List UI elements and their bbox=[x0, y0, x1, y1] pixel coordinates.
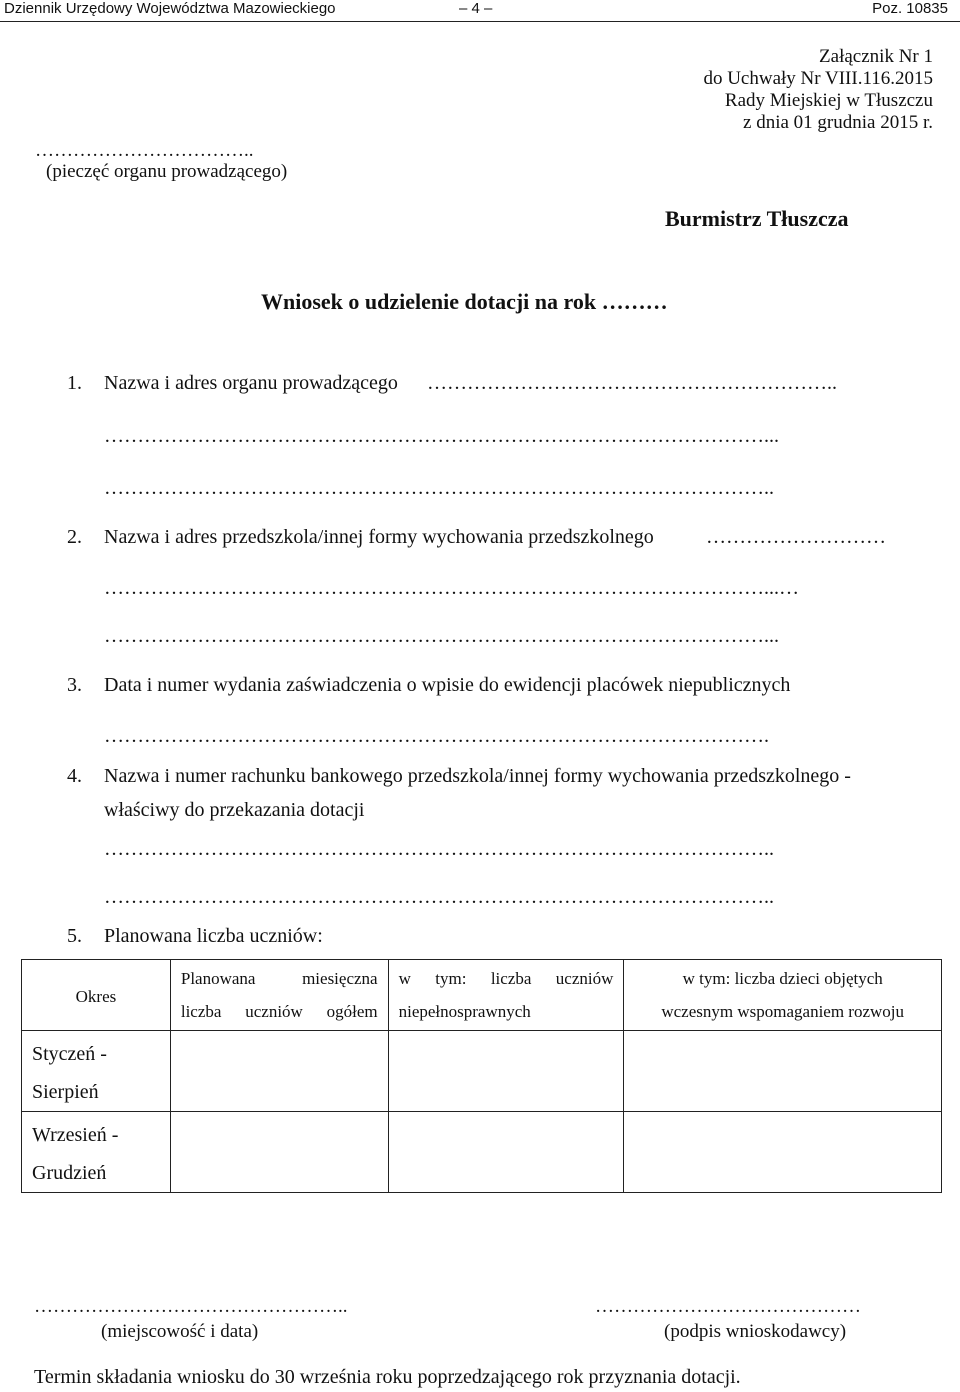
item-3-label: Data i numer wydania zaświadczenia o wpisie do ewidencji placówek niepublicznych bbox=[104, 674, 791, 696]
header-publication: Dziennik Urzędowy Województwa Mazowieckiego bbox=[4, 0, 336, 17]
item-2-label: Nazwa i adres przedszkola/innej formy wychowania przedszkolnego bbox=[104, 526, 654, 548]
place-date-dots[interactable]: ………………………………………….. bbox=[34, 1296, 348, 1317]
header-position: Poz. 10835 bbox=[872, 0, 948, 17]
item-4-fill-line-2[interactable]: ……………………………………………………………………………………….. bbox=[104, 886, 774, 908]
annex-line-2: do Uchwały Nr VIII.116.2015 bbox=[703, 68, 933, 89]
header-disabled-pupils: w tym: liczba uczniów niepełnosprawnych bbox=[388, 960, 624, 1031]
annex-line-4: z dnia 01 grudnia 2015 r. bbox=[743, 112, 933, 133]
item-2-fill-line-3[interactable]: ………………………………………………………………………………………... bbox=[104, 625, 779, 647]
item-2-number: 2. bbox=[67, 526, 82, 548]
annex-line-3: Rady Miejskiej w Tłuszczu bbox=[724, 90, 933, 111]
item-1-fill-line-2[interactable]: ………………………………………………………………………………………... bbox=[104, 425, 779, 447]
period-sep-dec: Wrzesień - Grudzień bbox=[22, 1112, 171, 1193]
item-1-number: 1. bbox=[67, 372, 82, 394]
item-3-number: 3. bbox=[67, 674, 82, 696]
recipient: Burmistrz Tłuszcza bbox=[665, 206, 849, 231]
item-2-fill-dots[interactable]: ……………………… bbox=[706, 526, 886, 548]
item-1-fill-line-3[interactable]: ……………………………………………………………………………………….. bbox=[104, 477, 774, 499]
item-2-fill-line-2[interactable]: ………………………………………………………………………………………...… bbox=[104, 577, 799, 599]
table-header-row bbox=[22, 960, 942, 1031]
item-3-fill-line[interactable]: ………………………………………………………………………………………. bbox=[104, 725, 769, 747]
cell-disabled-sep-dec[interactable] bbox=[388, 1112, 624, 1193]
place-date-label: (miejscowość i data) bbox=[101, 1321, 259, 1342]
cell-early-support-jan-aug[interactable] bbox=[624, 1031, 942, 1112]
item-1-fill-dots[interactable]: …………………………………………………….. bbox=[427, 372, 837, 394]
cell-total-jan-aug[interactable] bbox=[170, 1031, 388, 1112]
header-page-number: – 4 – bbox=[459, 0, 493, 17]
header-early-support: w tym: liczba dzieci objętych wczesnym wspomaganiem rozwoju bbox=[624, 960, 942, 1031]
item-5-label: Planowana liczba uczniów: bbox=[104, 925, 323, 947]
header-divider bbox=[0, 21, 960, 22]
item-4-label-continued: właściwy do przekazania dotacji bbox=[104, 799, 365, 821]
annex-line-1: Załącznik Nr 1 bbox=[819, 46, 933, 67]
period-jan-aug: Styczeń - Sierpień bbox=[22, 1031, 171, 1112]
cell-disabled-jan-aug[interactable] bbox=[388, 1031, 624, 1112]
header-period: Okres bbox=[22, 960, 171, 1031]
stamp-dots: …………………………….. bbox=[35, 140, 254, 161]
item-5-number: 5. bbox=[67, 925, 82, 947]
cell-total-sep-dec[interactable] bbox=[170, 1112, 388, 1193]
header-total-pupils: Planowana miesięczna liczba uczniów ogółem bbox=[170, 960, 388, 1031]
cell-early-support-sep-dec[interactable] bbox=[624, 1112, 942, 1193]
table-row bbox=[22, 1112, 942, 1193]
signature-label: (podpis wnioskodawcy) bbox=[664, 1321, 847, 1342]
item-4-label: Nazwa i numer rachunku bankowego przedszkola/innej formy wychowania przedszkolnego - bbox=[104, 765, 851, 787]
pupil-count-table bbox=[21, 959, 942, 1193]
item-4-number: 4. bbox=[67, 765, 82, 787]
annex-reference bbox=[703, 46, 933, 134]
table-row bbox=[22, 1031, 942, 1112]
form-title: Wniosek o udzielenie dotacji na rok ……… bbox=[261, 289, 668, 314]
deadline-note: Termin składania wniosku do 30 września roku poprzedzającego rok przyznania dotacji. bbox=[34, 1366, 741, 1388]
stamp-label: (pieczęć organu prowadzącego) bbox=[46, 161, 288, 182]
signature-dots[interactable]: …………………………………… bbox=[595, 1296, 861, 1317]
item-1-label: Nazwa i adres organu prowadzącego bbox=[104, 372, 398, 394]
item-4-fill-line-1[interactable]: ……………………………………………………………………………………….. bbox=[104, 838, 774, 860]
